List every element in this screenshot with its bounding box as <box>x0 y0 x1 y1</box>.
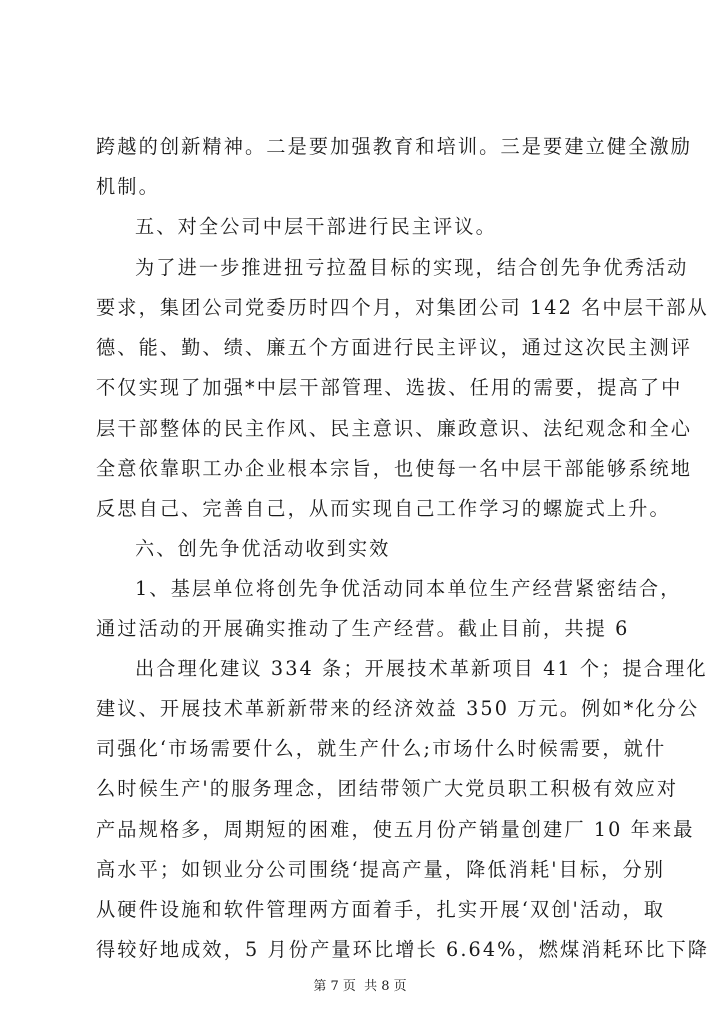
paragraph-first-line: 为了进一步推进扭亏拉盈目标的实现，结合创先争优秀活动 <box>135 256 689 279</box>
text-line: 反思自己、完善自己，从而实现自己工作学习的螺旋式上升。 <box>96 497 671 520</box>
text-line: 么时候生产'的服务理念，团结带领广大党员职工积极有效应对 <box>96 777 679 800</box>
paragraph-first-line: 出合理化建议 334 条；开展技术革新项目 41 个；提合理化 <box>135 657 708 680</box>
section-heading: 五、对全公司中层干部进行民主评议。 <box>135 215 497 238</box>
section-heading: 六、创先争优活动收到实效 <box>135 537 391 560</box>
text-line: 从硬件设施和软件管理两方面着手，扎实开展‘双创'活动，取 <box>96 898 666 921</box>
text-line: 德、能、勤、绩、廉五个方面进行民主评议，通过这次民主测评 <box>96 336 693 359</box>
text-line: 机制。 <box>96 175 160 198</box>
text-line: 建议、开展技术革新新带来的经济效益 350 万元。例如*化分公 <box>96 697 700 720</box>
paragraph-first-line: 1、基层单位将创先争优活动同本单位生产经营紧密结合， <box>135 577 682 600</box>
text-line: 层干部整体的民主作风、民主意识、廉政意识、法纪观念和全心 <box>96 417 693 440</box>
text-line: 高水平；如钡业分公司围绕‘提高产量，降低消耗'目标，分别 <box>96 858 666 881</box>
text-line: 要求，集团公司党委历时四个月，对集团公司 142 名中层干部从 <box>96 296 709 319</box>
text-line: 全意依靠职工办企业根本宗旨，也使每一名中层干部能够系统地 <box>96 457 693 480</box>
page-number-footer: 第 7 页 共 8 页 <box>313 979 407 994</box>
text-line: 产品规格多，周期短的困难，使五月份产销量创建厂 10 年来最 <box>96 818 695 841</box>
text-line: 不仅实现了加强*中层干部管理、选拔、任用的需要，提高了中 <box>96 376 683 399</box>
text-line: 通过活动的开展确实推动了生产经营。截止目前，共提 6 <box>96 617 630 640</box>
text-line: 跨越的创新精神。二是要加强教育和培训。三是要建立健全激励 <box>96 135 693 158</box>
text-line: 得较好地成效，5 月份产量环比增长 6.64%，燃煤消耗环比下降 <box>96 938 710 961</box>
text-line: 司强化‘市场需要什么，就生产什么;市场什么时候需要，就什 <box>96 737 667 760</box>
